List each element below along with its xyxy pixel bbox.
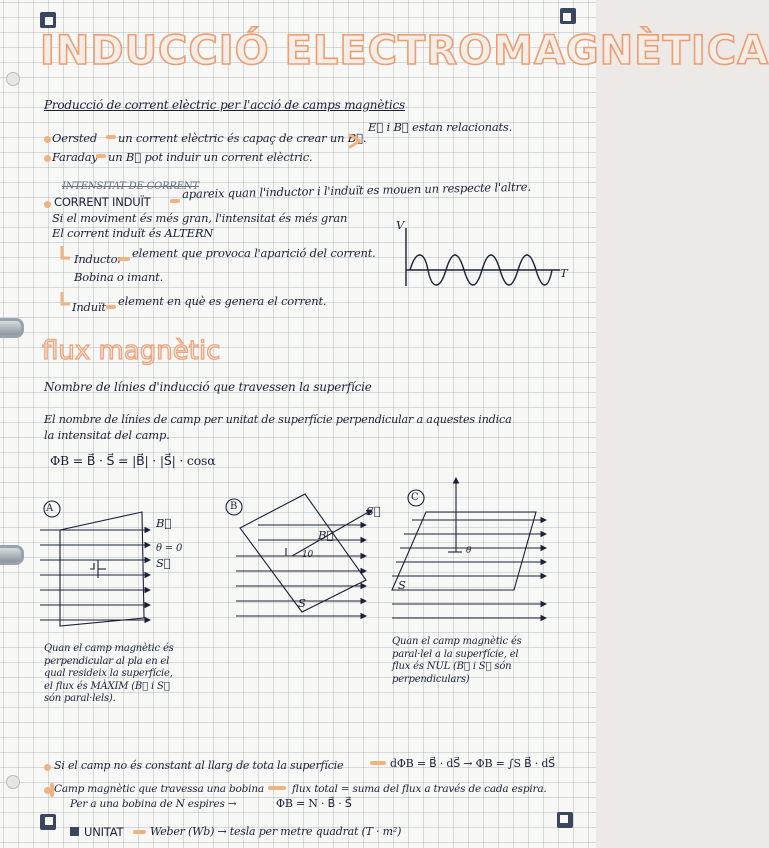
corrent-induit-label: CORRENT INDUÏT xyxy=(54,195,151,209)
note-c-line: Quan el camp magnètic és xyxy=(392,636,522,647)
diagram-c-label: C xyxy=(411,492,419,503)
bobina-text2: flux total = suma del flux a través de cada espira. xyxy=(292,783,547,795)
note-a-line: són paral·lels). xyxy=(44,693,116,704)
bobina-line2: Per a una bobina de N espires → xyxy=(70,798,237,810)
flux-formula: ΦB = B⃗ · S⃗ = |B⃗| · |S⃗| · cosα xyxy=(50,453,216,468)
unitat-label: UNITAT xyxy=(84,825,124,839)
oersted-name: Oersted xyxy=(52,131,98,145)
inductor-line2: Bobina o imant. xyxy=(74,270,164,284)
inductor-name: Inductor xyxy=(74,252,123,266)
induit-text: element en què es genera el corrent. xyxy=(118,294,327,308)
unitat-text: Weber (Wb) → tesla per metre quadrat (T · m²) xyxy=(150,825,402,838)
note-a-line: el flux és MÀXIM (B⃗ i S⃗ xyxy=(44,680,170,692)
diagram-c-theta: θ xyxy=(466,546,472,556)
corrent-induit-line2: Si el moviment és més gran, l'intensitat és més gran xyxy=(52,211,348,225)
intro-text: Producció de corrent elèctric per l'acció de camps magnètics xyxy=(44,98,405,112)
diagram-b-s2: S xyxy=(298,596,306,610)
corrent-induit-line3: El corrent induït és ALTERN xyxy=(52,226,214,240)
bobina-text: Camp magnètic que travessa una bobina xyxy=(54,783,264,795)
page-title: INDUCCIÓ ELECTROMAGNÈTICA xyxy=(40,28,769,74)
flux-definition-2a: El nombre de línies de camp per unitat de superfície perpendicular a aquestes indica xyxy=(44,413,512,426)
non-constant-text: Si el camp no és constant al llarg de tota la superfície xyxy=(54,759,344,772)
crossed-note: INTENSITAT DE CORRENT xyxy=(62,181,199,192)
diagram-c xyxy=(392,478,546,618)
diagram-a-b-label: B⃗ xyxy=(156,516,172,530)
note-a-line: Quan el camp magnètic és xyxy=(44,643,174,654)
induit-name: Induït xyxy=(72,300,106,314)
graph-t-label: T xyxy=(560,266,568,280)
diagram-b-b-label: B⃗ xyxy=(318,528,334,542)
section-title-flux: flux magnètic xyxy=(42,336,221,366)
bobina-formula: ΦB = N · B⃗ · S⃗ xyxy=(276,797,352,810)
note-a-line: qual resideix la superfície, xyxy=(44,668,173,679)
alternating-current-graph xyxy=(406,228,560,286)
diagram-a-s-label: S⃗ xyxy=(156,556,171,570)
diagram-b-s-label: S⃗ xyxy=(366,504,381,518)
inductor-text: element que provoca l'aparició del corrent. xyxy=(132,246,376,260)
note-c-line: paral·lel a la superfície, el xyxy=(392,648,519,660)
oersted-text: un corrent elèctric és capaç de crear un B⃗. xyxy=(118,131,367,145)
graph-v-label: V xyxy=(396,218,405,232)
note-c-line: perpendiculars) xyxy=(392,673,470,685)
diagram-a-label: A xyxy=(46,503,54,514)
corrent-induit-text: apareix quan l'inductor i l'induït es mouen un respecte l'altre. xyxy=(181,179,531,201)
note-c-line: flux és NUL (B⃗ i S⃗ són xyxy=(392,661,512,672)
note-a-line: perpendicular al pla en el xyxy=(44,655,170,667)
non-constant-formula: dΦB = B⃗ · dS⃗ → ΦB = ∫S B⃗ · dS⃗ xyxy=(390,757,555,770)
flux-definition-2b: la intensitat del camp. xyxy=(44,428,170,442)
diagram-b-label: B xyxy=(230,501,238,512)
diagram-b xyxy=(226,494,372,616)
faraday-name: Faraday xyxy=(52,150,98,164)
flux-definition-1: Nombre de línies d'inducció que travessen la superfície xyxy=(44,380,372,394)
diagram-a-theta: θ = 0 xyxy=(156,543,183,554)
list-brackets xyxy=(62,246,70,304)
oersted-related: E⃗ i B⃗ estan relacionats. xyxy=(368,120,513,134)
orange-marks xyxy=(52,135,384,832)
diagram-c-s: S xyxy=(398,578,406,592)
diagram-a xyxy=(40,501,150,626)
diagram-b-theta: 10 xyxy=(302,550,314,560)
faraday-text: un B⃗ pot induir un corrent elèctric. xyxy=(108,150,313,164)
